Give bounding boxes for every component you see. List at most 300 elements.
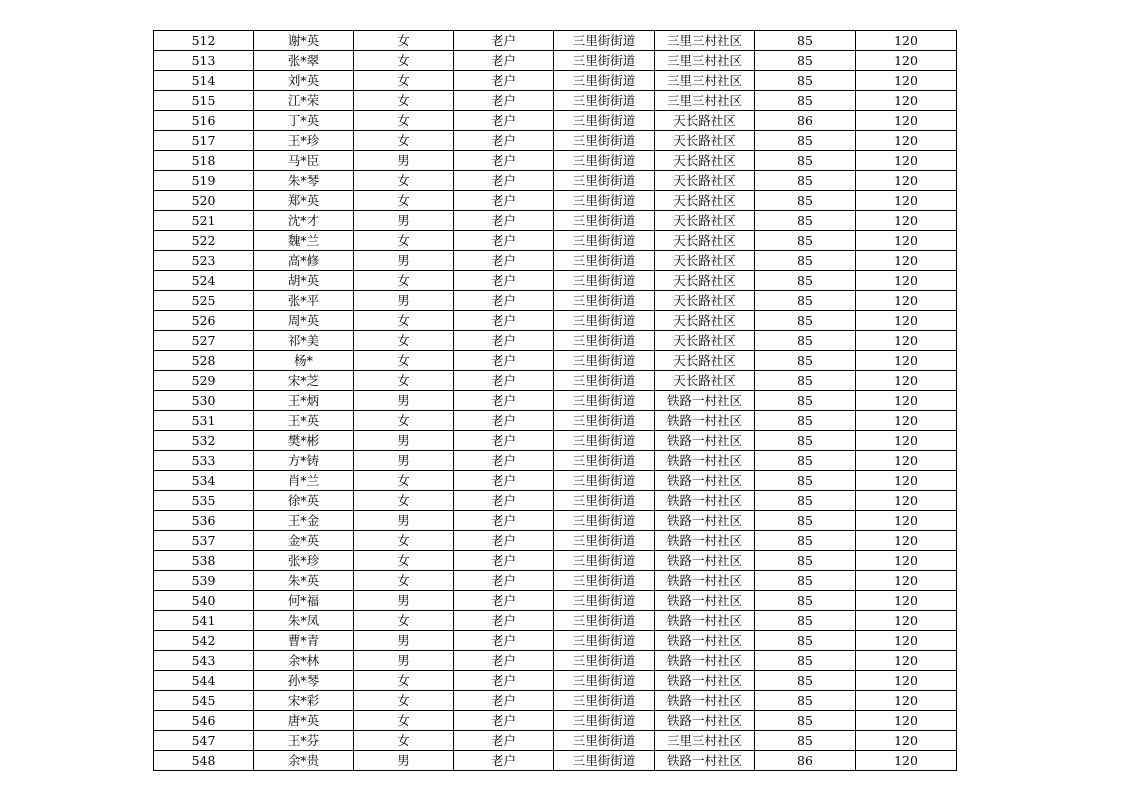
cell-household-type: 老户	[454, 551, 554, 571]
cell-street: 三里街街道	[554, 311, 655, 331]
cell-community: 铁路一村社区	[655, 711, 755, 731]
cell-index: 542	[154, 631, 254, 651]
cell-age: 85	[755, 291, 856, 311]
cell-community: 天长路社区	[655, 151, 755, 171]
cell-amount: 120	[856, 391, 957, 411]
cell-community: 三里三村社区	[655, 731, 755, 751]
cell-household-type: 老户	[454, 511, 554, 531]
cell-community: 铁路一村社区	[655, 451, 755, 471]
cell-name: 高*修	[254, 251, 354, 271]
cell-amount: 120	[856, 231, 957, 251]
cell-index: 520	[154, 191, 254, 211]
cell-name: 周*英	[254, 311, 354, 331]
cell-gender: 女	[354, 611, 454, 631]
cell-age: 85	[755, 71, 856, 91]
cell-amount: 120	[856, 211, 957, 231]
table-row	[154, 131, 957, 151]
cell-street: 三里街街道	[554, 691, 655, 711]
cell-index: 527	[154, 331, 254, 351]
cell-street: 三里街街道	[554, 571, 655, 591]
cell-amount: 120	[856, 371, 957, 391]
cell-age: 85	[755, 451, 856, 471]
cell-name: 王*芬	[254, 731, 354, 751]
cell-community: 天长路社区	[655, 351, 755, 371]
cell-amount: 120	[856, 151, 957, 171]
cell-street: 三里街街道	[554, 151, 655, 171]
cell-name: 张*珍	[254, 551, 354, 571]
cell-street: 三里街街道	[554, 331, 655, 351]
cell-community: 天长路社区	[655, 231, 755, 251]
table-row	[154, 151, 957, 171]
cell-community: 三里三村社区	[655, 31, 755, 51]
table-row	[154, 671, 957, 691]
cell-household-type: 老户	[454, 651, 554, 671]
table-row	[154, 651, 957, 671]
cell-index: 516	[154, 111, 254, 131]
cell-amount: 120	[856, 31, 957, 51]
cell-age: 85	[755, 51, 856, 71]
cell-community: 铁路一村社区	[655, 631, 755, 651]
cell-community: 铁路一村社区	[655, 671, 755, 691]
cell-street: 三里街街道	[554, 651, 655, 671]
cell-name: 王*英	[254, 411, 354, 431]
cell-gender: 男	[354, 211, 454, 231]
cell-gender: 男	[354, 151, 454, 171]
cell-amount: 120	[856, 731, 957, 751]
cell-amount: 120	[856, 331, 957, 351]
cell-age: 85	[755, 331, 856, 351]
cell-street: 三里街街道	[554, 611, 655, 631]
cell-household-type: 老户	[454, 111, 554, 131]
cell-street: 三里街街道	[554, 251, 655, 271]
cell-gender: 女	[354, 371, 454, 391]
cell-index: 545	[154, 691, 254, 711]
cell-gender: 女	[354, 551, 454, 571]
cell-community: 铁路一村社区	[655, 551, 755, 571]
cell-index: 532	[154, 431, 254, 451]
cell-amount: 120	[856, 111, 957, 131]
cell-gender: 女	[354, 571, 454, 591]
cell-index: 531	[154, 411, 254, 431]
cell-age: 85	[755, 631, 856, 651]
cell-gender: 女	[354, 471, 454, 491]
table-row	[154, 171, 957, 191]
cell-amount: 120	[856, 51, 957, 71]
cell-gender: 女	[354, 51, 454, 71]
cell-household-type: 老户	[454, 171, 554, 191]
cell-name: 谢*英	[254, 31, 354, 51]
cell-street: 三里街街道	[554, 131, 655, 151]
table-row	[154, 91, 957, 111]
cell-index: 521	[154, 211, 254, 231]
cell-index: 523	[154, 251, 254, 271]
cell-community: 天长路社区	[655, 211, 755, 231]
cell-index: 547	[154, 731, 254, 751]
cell-age: 85	[755, 211, 856, 231]
cell-household-type: 老户	[454, 731, 554, 751]
cell-name: 余*贵	[254, 751, 354, 771]
table-row	[154, 391, 957, 411]
cell-name: 孙*琴	[254, 671, 354, 691]
cell-community: 铁路一村社区	[655, 611, 755, 631]
table-row	[154, 211, 957, 231]
cell-street: 三里街街道	[554, 491, 655, 511]
cell-age: 85	[755, 371, 856, 391]
cell-household-type: 老户	[454, 131, 554, 151]
cell-name: 宋*彩	[254, 691, 354, 711]
cell-name: 祁*美	[254, 331, 354, 351]
cell-index: 539	[154, 571, 254, 591]
cell-name: 丁*英	[254, 111, 354, 131]
cell-age: 85	[755, 411, 856, 431]
table-row	[154, 551, 957, 571]
cell-gender: 女	[354, 131, 454, 151]
cell-index: 546	[154, 711, 254, 731]
cell-gender: 男	[354, 391, 454, 411]
cell-household-type: 老户	[454, 231, 554, 251]
cell-index: 512	[154, 31, 254, 51]
cell-gender: 女	[354, 311, 454, 331]
cell-index: 525	[154, 291, 254, 311]
cell-household-type: 老户	[454, 71, 554, 91]
cell-age: 85	[755, 511, 856, 531]
cell-household-type: 老户	[454, 451, 554, 471]
table-row	[154, 711, 957, 731]
table-row	[154, 111, 957, 131]
table-row	[154, 291, 957, 311]
cell-household-type: 老户	[454, 631, 554, 651]
cell-name: 徐*英	[254, 491, 354, 511]
cell-community: 铁路一村社区	[655, 431, 755, 451]
table-row	[154, 331, 957, 351]
cell-name: 何*福	[254, 591, 354, 611]
cell-household-type: 老户	[454, 711, 554, 731]
cell-age: 85	[755, 251, 856, 271]
cell-amount: 120	[856, 531, 957, 551]
table-row	[154, 191, 957, 211]
cell-amount: 120	[856, 311, 957, 331]
cell-index: 526	[154, 311, 254, 331]
cell-name: 肖*兰	[254, 471, 354, 491]
cell-street: 三里街街道	[554, 451, 655, 471]
cell-street: 三里街街道	[554, 91, 655, 111]
cell-street: 三里街街道	[554, 471, 655, 491]
cell-gender: 女	[354, 351, 454, 371]
table-row	[154, 351, 957, 371]
cell-amount: 120	[856, 691, 957, 711]
cell-age: 85	[755, 391, 856, 411]
table-row	[154, 451, 957, 471]
table-row	[154, 31, 957, 51]
cell-household-type: 老户	[454, 671, 554, 691]
cell-age: 85	[755, 131, 856, 151]
cell-gender: 女	[354, 91, 454, 111]
cell-index: 537	[154, 531, 254, 551]
cell-name: 王*炳	[254, 391, 354, 411]
cell-name: 曹*青	[254, 631, 354, 651]
cell-community: 铁路一村社区	[655, 651, 755, 671]
cell-community: 铁路一村社区	[655, 751, 755, 771]
cell-gender: 男	[354, 511, 454, 531]
cell-index: 528	[154, 351, 254, 371]
cell-gender: 女	[354, 271, 454, 291]
cell-name: 王*金	[254, 511, 354, 531]
cell-amount: 120	[856, 291, 957, 311]
cell-gender: 女	[354, 531, 454, 551]
cell-household-type: 老户	[454, 491, 554, 511]
cell-community: 天长路社区	[655, 311, 755, 331]
cell-index: 548	[154, 751, 254, 771]
cell-street: 三里街街道	[554, 671, 655, 691]
cell-index: 517	[154, 131, 254, 151]
cell-gender: 女	[354, 71, 454, 91]
cell-gender: 女	[354, 171, 454, 191]
table-row	[154, 631, 957, 651]
cell-name: 唐*英	[254, 711, 354, 731]
cell-gender: 女	[354, 711, 454, 731]
cell-gender: 女	[354, 691, 454, 711]
cell-name: 金*英	[254, 531, 354, 551]
cell-street: 三里街街道	[554, 291, 655, 311]
cell-amount: 120	[856, 91, 957, 111]
cell-community: 铁路一村社区	[655, 571, 755, 591]
table-row	[154, 231, 957, 251]
cell-age: 85	[755, 151, 856, 171]
cell-household-type: 老户	[454, 51, 554, 71]
cell-amount: 120	[856, 471, 957, 491]
cell-amount: 120	[856, 131, 957, 151]
cell-name: 胡*英	[254, 271, 354, 291]
cell-community: 天长路社区	[655, 331, 755, 351]
cell-name: 沈*才	[254, 211, 354, 231]
cell-age: 85	[755, 471, 856, 491]
table-row	[154, 591, 957, 611]
cell-gender: 女	[354, 411, 454, 431]
cell-street: 三里街街道	[554, 711, 655, 731]
cell-amount: 120	[856, 271, 957, 291]
cell-name: 方*铸	[254, 451, 354, 471]
cell-age: 85	[755, 571, 856, 591]
table-row	[154, 311, 957, 331]
cell-name: 朱*凤	[254, 611, 354, 631]
cell-community: 铁路一村社区	[655, 531, 755, 551]
cell-community: 铁路一村社区	[655, 691, 755, 711]
cell-index: 515	[154, 91, 254, 111]
cell-community: 三里三村社区	[655, 51, 755, 71]
cell-index: 522	[154, 231, 254, 251]
cell-index: 538	[154, 551, 254, 571]
cell-name: 张*翠	[254, 51, 354, 71]
cell-name: 余*林	[254, 651, 354, 671]
cell-index: 541	[154, 611, 254, 631]
cell-name: 王*珍	[254, 131, 354, 151]
cell-age: 85	[755, 591, 856, 611]
table-row	[154, 531, 957, 551]
table-row	[154, 571, 957, 591]
cell-index: 535	[154, 491, 254, 511]
cell-age: 85	[755, 191, 856, 211]
table-row	[154, 51, 957, 71]
cell-name: 魏*兰	[254, 231, 354, 251]
table-row	[154, 271, 957, 291]
cell-age: 86	[755, 751, 856, 771]
table-row	[154, 471, 957, 491]
cell-community: 天长路社区	[655, 191, 755, 211]
cell-household-type: 老户	[454, 191, 554, 211]
cell-index: 519	[154, 171, 254, 191]
cell-age: 85	[755, 311, 856, 331]
cell-name: 朱*琴	[254, 171, 354, 191]
cell-street: 三里街街道	[554, 31, 655, 51]
cell-index: 530	[154, 391, 254, 411]
cell-community: 天长路社区	[655, 171, 755, 191]
cell-index: 524	[154, 271, 254, 291]
cell-community: 三里三村社区	[655, 91, 755, 111]
cell-index: 540	[154, 591, 254, 611]
cell-index: 513	[154, 51, 254, 71]
cell-street: 三里街街道	[554, 111, 655, 131]
cell-gender: 女	[354, 671, 454, 691]
cell-gender: 女	[354, 231, 454, 251]
cell-gender: 男	[354, 591, 454, 611]
cell-gender: 女	[354, 491, 454, 511]
cell-household-type: 老户	[454, 251, 554, 271]
cell-amount: 120	[856, 751, 957, 771]
cell-community: 天长路社区	[655, 131, 755, 151]
table-row	[154, 611, 957, 631]
cell-street: 三里街街道	[554, 191, 655, 211]
cell-amount: 120	[856, 451, 957, 471]
cell-age: 85	[755, 551, 856, 571]
cell-age: 85	[755, 491, 856, 511]
cell-community: 天长路社区	[655, 111, 755, 131]
cell-street: 三里街街道	[554, 351, 655, 371]
cell-household-type: 老户	[454, 371, 554, 391]
table-row	[154, 411, 957, 431]
table-row	[154, 511, 957, 531]
cell-gender: 女	[354, 731, 454, 751]
cell-household-type: 老户	[454, 431, 554, 451]
cell-age: 85	[755, 351, 856, 371]
cell-household-type: 老户	[454, 391, 554, 411]
cell-gender: 男	[354, 631, 454, 651]
cell-gender: 女	[354, 331, 454, 351]
cell-street: 三里街街道	[554, 391, 655, 411]
cell-age: 85	[755, 711, 856, 731]
cell-street: 三里街街道	[554, 71, 655, 91]
cell-amount: 120	[856, 411, 957, 431]
cell-age: 85	[755, 531, 856, 551]
table-row	[154, 251, 957, 271]
cell-household-type: 老户	[454, 271, 554, 291]
cell-community: 天长路社区	[655, 291, 755, 311]
cell-gender: 女	[354, 31, 454, 51]
cell-street: 三里街街道	[554, 271, 655, 291]
cell-street: 三里街街道	[554, 231, 655, 251]
cell-community: 铁路一村社区	[655, 491, 755, 511]
cell-household-type: 老户	[454, 591, 554, 611]
cell-community: 天长路社区	[655, 271, 755, 291]
cell-amount: 120	[856, 431, 957, 451]
cell-amount: 120	[856, 711, 957, 731]
cell-community: 三里三村社区	[655, 71, 755, 91]
cell-gender: 男	[354, 751, 454, 771]
table-row	[154, 691, 957, 711]
cell-age: 85	[755, 731, 856, 751]
cell-name: 宋*芝	[254, 371, 354, 391]
cell-gender: 男	[354, 251, 454, 271]
cell-age: 85	[755, 431, 856, 451]
cell-index: 544	[154, 671, 254, 691]
cell-street: 三里街街道	[554, 551, 655, 571]
cell-amount: 120	[856, 171, 957, 191]
cell-amount: 120	[856, 611, 957, 631]
cell-street: 三里街街道	[554, 431, 655, 451]
cell-name: 杨*	[254, 351, 354, 371]
cell-age: 85	[755, 611, 856, 631]
cell-community: 天长路社区	[655, 371, 755, 391]
cell-household-type: 老户	[454, 151, 554, 171]
cell-age: 85	[755, 171, 856, 191]
cell-age: 85	[755, 691, 856, 711]
cell-community: 铁路一村社区	[655, 391, 755, 411]
cell-amount: 120	[856, 491, 957, 511]
table-body	[154, 31, 957, 771]
cell-household-type: 老户	[454, 91, 554, 111]
cell-household-type: 老户	[454, 531, 554, 551]
cell-amount: 120	[856, 571, 957, 591]
table-row	[154, 491, 957, 511]
cell-amount: 120	[856, 671, 957, 691]
cell-street: 三里街街道	[554, 511, 655, 531]
cell-street: 三里街街道	[554, 531, 655, 551]
cell-name: 郑*英	[254, 191, 354, 211]
cell-name: 张*平	[254, 291, 354, 311]
cell-name: 樊*彬	[254, 431, 354, 451]
cell-street: 三里街街道	[554, 631, 655, 651]
data-table	[153, 30, 957, 771]
cell-community: 铁路一村社区	[655, 591, 755, 611]
table-row	[154, 71, 957, 91]
cell-age: 86	[755, 111, 856, 131]
cell-gender: 男	[354, 451, 454, 471]
table-row	[154, 371, 957, 391]
cell-household-type: 老户	[454, 411, 554, 431]
cell-street: 三里街街道	[554, 171, 655, 191]
cell-household-type: 老户	[454, 31, 554, 51]
cell-age: 85	[755, 91, 856, 111]
cell-community: 铁路一村社区	[655, 511, 755, 531]
cell-household-type: 老户	[454, 471, 554, 491]
cell-index: 514	[154, 71, 254, 91]
cell-age: 85	[755, 31, 856, 51]
cell-street: 三里街街道	[554, 51, 655, 71]
cell-index: 534	[154, 471, 254, 491]
cell-amount: 120	[856, 591, 957, 611]
cell-household-type: 老户	[454, 571, 554, 591]
cell-amount: 120	[856, 511, 957, 531]
cell-index: 543	[154, 651, 254, 671]
cell-name: 朱*英	[254, 571, 354, 591]
cell-age: 85	[755, 271, 856, 291]
cell-community: 铁路一村社区	[655, 411, 755, 431]
cell-household-type: 老户	[454, 311, 554, 331]
cell-street: 三里街街道	[554, 411, 655, 431]
table-row	[154, 751, 957, 771]
cell-gender: 女	[354, 191, 454, 211]
cell-household-type: 老户	[454, 331, 554, 351]
table-row	[154, 431, 957, 451]
